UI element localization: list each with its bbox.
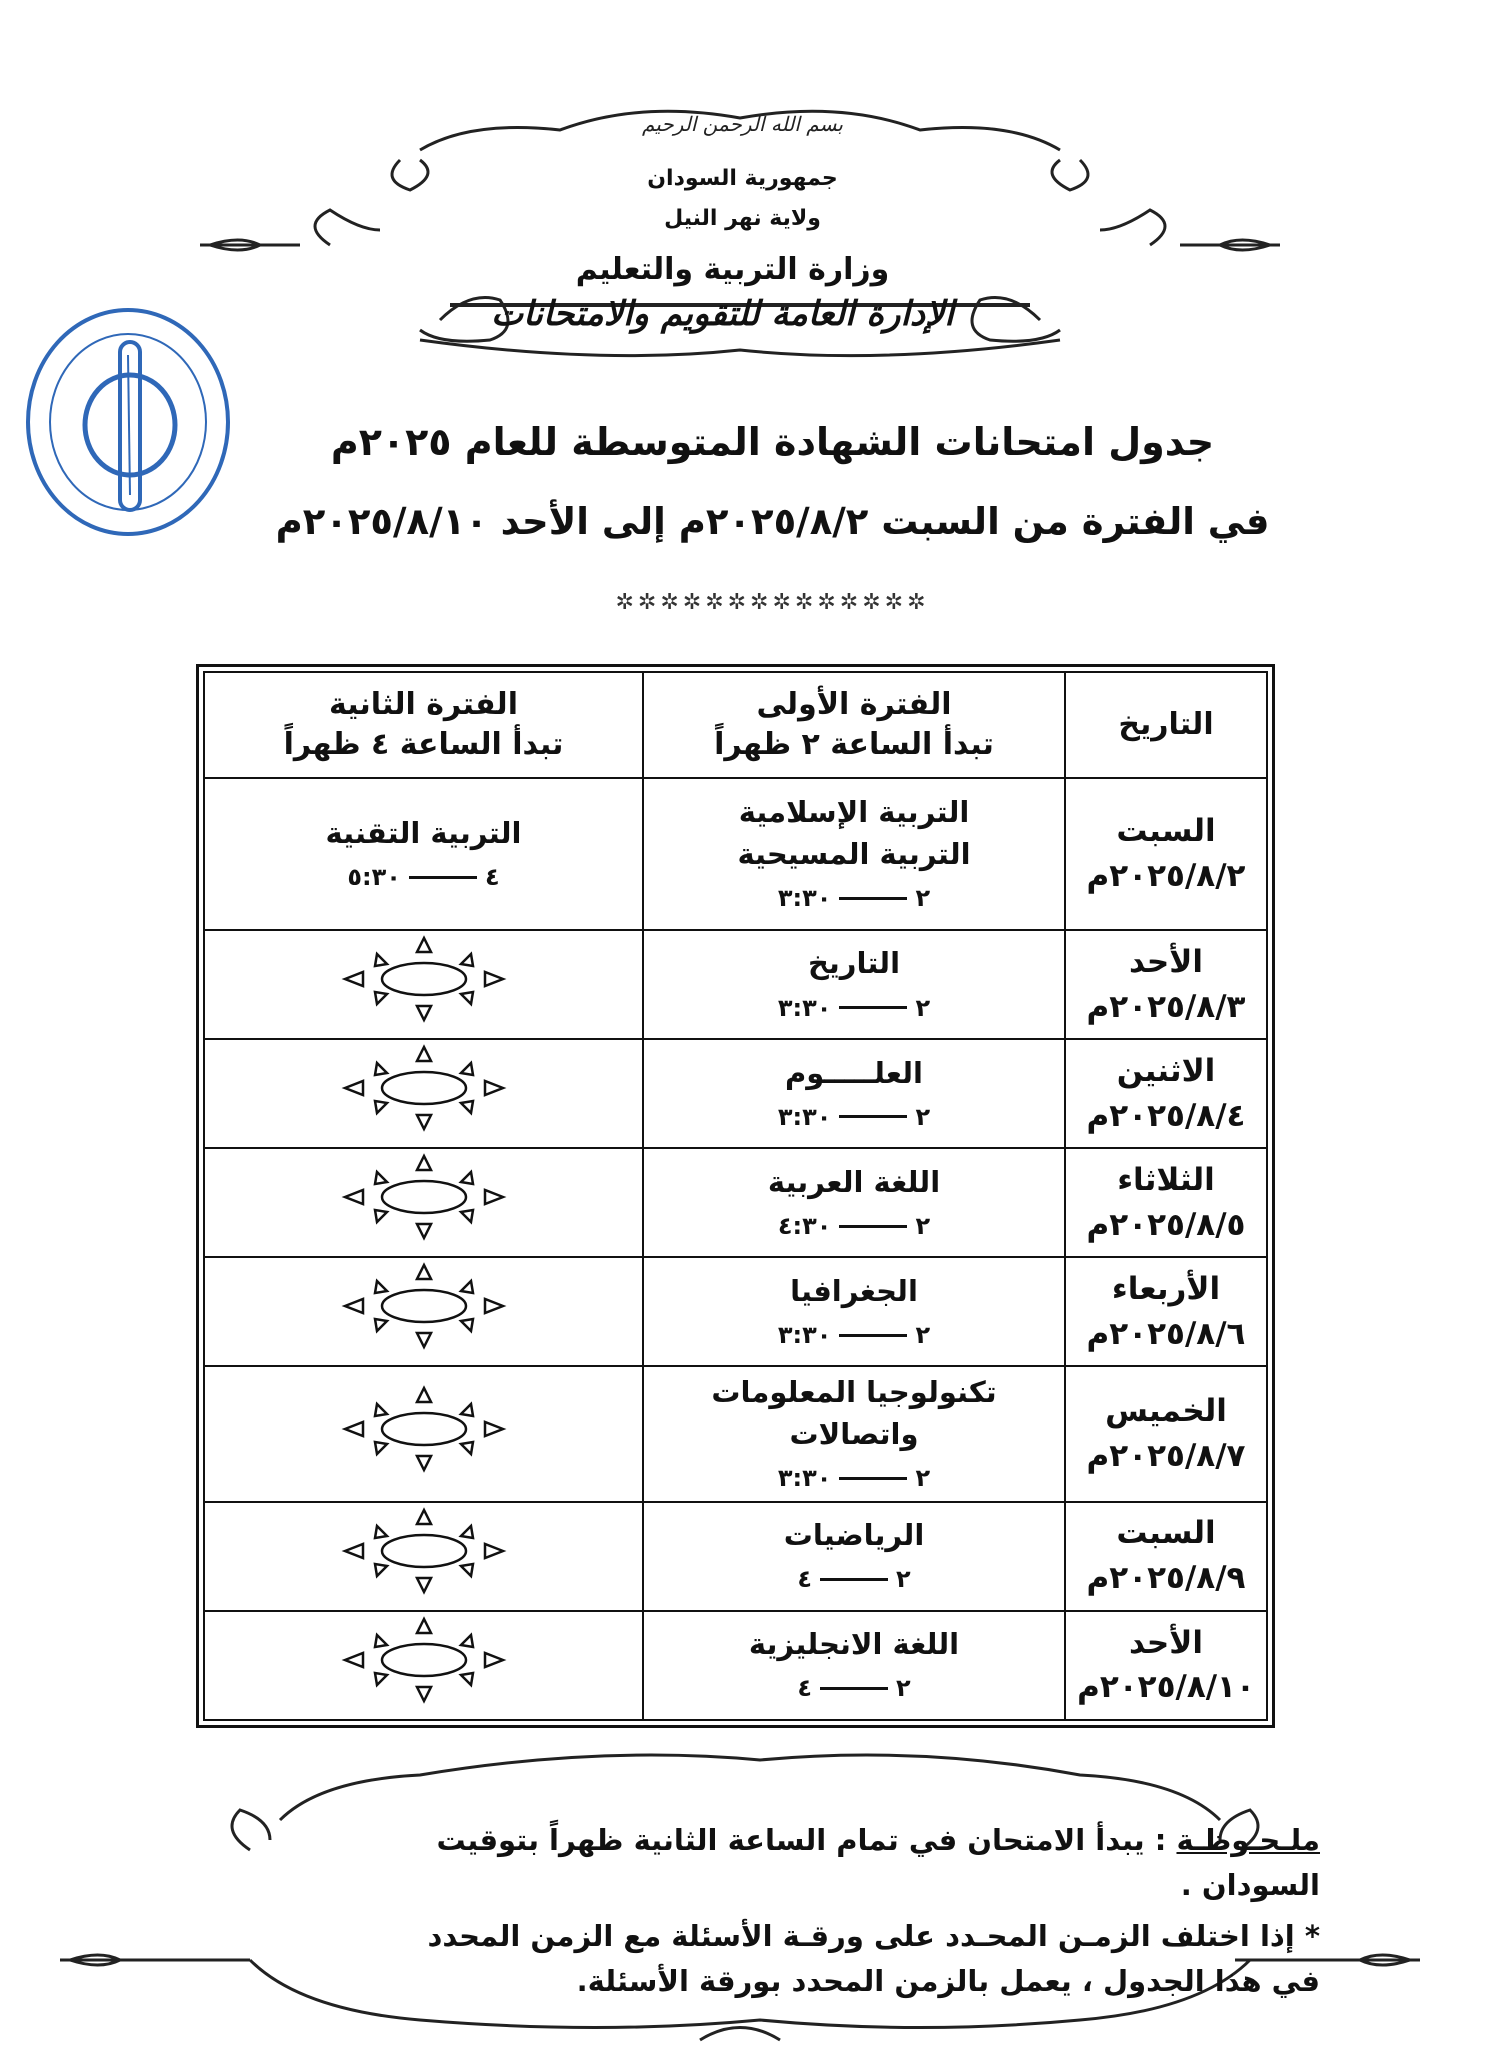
day-name: الأحد [1129, 943, 1203, 980]
subject-name: تكنولوجيا المعلومات واتصالات [711, 1374, 997, 1452]
header-period2-title: الفترة الثانية [329, 686, 518, 722]
period2-cell [204, 778, 643, 930]
period1-cell [643, 1039, 1065, 1148]
exam-date: ٢٠٢٥/٨/٣م [1086, 988, 1246, 1025]
time-range [778, 1209, 930, 1244]
exam-period: في الفترة من السبت ٢٠٢٥/٨/٢م إلى الأحد ٢٠٢٥/٨/١٠م [275, 500, 1270, 543]
schedule-table-frame [196, 664, 1275, 1728]
header-period1-title: الفترة الأولى [756, 686, 952, 722]
start-time: ٢ [915, 1102, 931, 1131]
day-name: الأربعاء [1111, 1270, 1221, 1307]
period1-cell [643, 1148, 1065, 1257]
time-range [797, 1671, 910, 1706]
period1-cell [643, 1611, 1065, 1720]
exam-date: ٢٠٢٥/٨/٧م [1086, 1438, 1246, 1475]
header-period1-sub: تبدأ الساعة ٢ ظهراً [714, 727, 994, 762]
subject-name: اللغة الانجليزية [748, 1627, 960, 1662]
table-row [204, 1502, 1267, 1611]
header-period2-sub: تبدأ الساعة ٤ ظهراً [283, 727, 564, 762]
note-line2: * إذا اختلف الزمـن المحـدد على ورقـة الأسئلة مع الزمن المحدد في هذا الجدول ، يعمل بالزمن المحدد بورقة الأسئلة. [427, 1918, 1320, 1998]
end-time: ٣:٣٠ [777, 1320, 832, 1349]
day-name: الخميس [1105, 1393, 1227, 1430]
exam-date: ٢٠٢٥/٨/٤م [1086, 1097, 1246, 1134]
period1-cell [643, 930, 1065, 1039]
subject-name: الرياضيات [783, 1518, 925, 1553]
table-row [204, 1257, 1267, 1366]
end-time: ٣:٣٠ [777, 1464, 832, 1493]
start-time: ٢ [915, 1464, 931, 1493]
date-cell [1065, 930, 1267, 1039]
table-row [204, 930, 1267, 1039]
date-cell [1065, 1611, 1267, 1720]
note-line1 [420, 1818, 1320, 1908]
header-period2 [204, 672, 643, 778]
sun-ornament-icon [339, 1152, 509, 1242]
sun-ornament-icon [339, 1615, 509, 1705]
end-time: ٣:٣٠ [777, 1102, 832, 1131]
day-name: الثلاثاء [1117, 1161, 1215, 1198]
time-range [778, 881, 930, 916]
end-time: ٤ [797, 1565, 812, 1594]
subject-name: التاريخ [807, 946, 901, 981]
day-name: السبت [1116, 1515, 1216, 1552]
end-time: ٣:٣٠ [777, 884, 832, 913]
exam-date: ٢٠٢٥/٨/٥م [1086, 1206, 1246, 1243]
table-header-row [204, 672, 1267, 778]
exam-date: ٢٠٢٥/٨/٩م [1086, 1560, 1246, 1597]
table-row [204, 1039, 1267, 1148]
sun-ornament-icon [339, 1261, 509, 1351]
directorate-name: الإدارة العامة للتقويم والامتحانات [491, 294, 954, 334]
ministry-name: وزارة التربية والتعليم [575, 252, 890, 287]
day-name: السبت [1116, 813, 1216, 850]
subject-name: التربية الإسلامية [738, 794, 970, 829]
period1-cell [643, 778, 1065, 930]
period1-cell [643, 1502, 1065, 1611]
time-range [347, 860, 499, 895]
date-cell [1065, 1148, 1267, 1257]
country-name: جمهورية السودان [647, 166, 838, 191]
sun-ornament-icon [339, 934, 509, 1024]
day-name: الاثنين [1116, 1052, 1216, 1089]
header-date: التاريخ [1065, 672, 1267, 778]
period1-cell [643, 1366, 1065, 1502]
exam-date: ٢٠٢٥/٨/١٠م [1077, 1669, 1255, 1706]
date-cell [1065, 1039, 1267, 1148]
day-name: الأحد [1129, 1624, 1203, 1661]
period2-empty-cell [204, 1502, 643, 1611]
exam-date: ٢٠٢٥/٨/٦م [1086, 1315, 1246, 1352]
time-range [778, 991, 930, 1026]
time-range [778, 1318, 930, 1353]
date-cell [1065, 778, 1267, 930]
sun-ornament-icon [339, 1384, 509, 1474]
header-period1 [643, 672, 1065, 778]
period2-empty-cell [204, 1039, 643, 1148]
exam-date: ٢٠٢٥/٨/٢م [1086, 858, 1246, 894]
exam-schedule-table [203, 671, 1268, 1721]
subject-name: التربية التقنية [325, 815, 522, 850]
start-time: ٢ [915, 1211, 931, 1240]
time-range [778, 1461, 930, 1496]
subject-name-alt: التربية المسيحية [737, 836, 971, 871]
date-cell [1065, 1502, 1267, 1611]
start-time: ٢ [915, 884, 931, 913]
note-section [420, 1818, 1320, 2004]
start-time: ٢ [915, 1320, 931, 1349]
sun-ornament-icon [339, 1506, 509, 1596]
period1-cell [643, 1257, 1065, 1366]
time-range [797, 1562, 910, 1597]
start-time: ٢ [896, 1565, 911, 1594]
period2-empty-cell [204, 1366, 643, 1502]
time-range [778, 1100, 930, 1135]
state-name: ولاية نهر النيل [664, 206, 821, 231]
basmala: بسم الله الرحمن الرحيم [641, 112, 843, 136]
start-time: ٢ [896, 1674, 911, 1703]
note-text1: : يبدأ الامتحان في تمام الساعة الثانية ظهراً بتوقيت السودان . [436, 1823, 1320, 1902]
subject-name: اللغة العربية [767, 1164, 941, 1199]
table-row [204, 1148, 1267, 1257]
period2-empty-cell [204, 930, 643, 1039]
note-label: ملـحـوظـة [1176, 1823, 1320, 1857]
start-time: ٤ [484, 863, 500, 891]
date-cell [1065, 1257, 1267, 1366]
end-time: ٤ [797, 1674, 812, 1703]
period2-empty-cell [204, 1611, 643, 1720]
table-row [204, 778, 1267, 930]
period2-empty-cell [204, 1257, 643, 1366]
sun-ornament-icon [339, 1043, 509, 1133]
table-row [204, 1611, 1267, 1720]
start-time: ٢ [915, 993, 931, 1022]
document-title: جدول امتحانات الشهادة المتوسطة للعام ٢٠٢٥م [330, 420, 1215, 464]
subject-name: الجغرافيا [790, 1273, 918, 1308]
end-time: ٤:٣٠ [777, 1211, 832, 1240]
subject-name: العلـــــوم [784, 1055, 924, 1090]
table-row [204, 1366, 1267, 1502]
period2-empty-cell [204, 1148, 643, 1257]
date-cell [1065, 1366, 1267, 1502]
star-divider: ✲✲✲✲✲✲✲✲✲✲✲✲✲✲ [615, 590, 930, 615]
end-time: ٥:٣٠ [347, 863, 401, 891]
end-time: ٣:٣٠ [777, 993, 832, 1022]
